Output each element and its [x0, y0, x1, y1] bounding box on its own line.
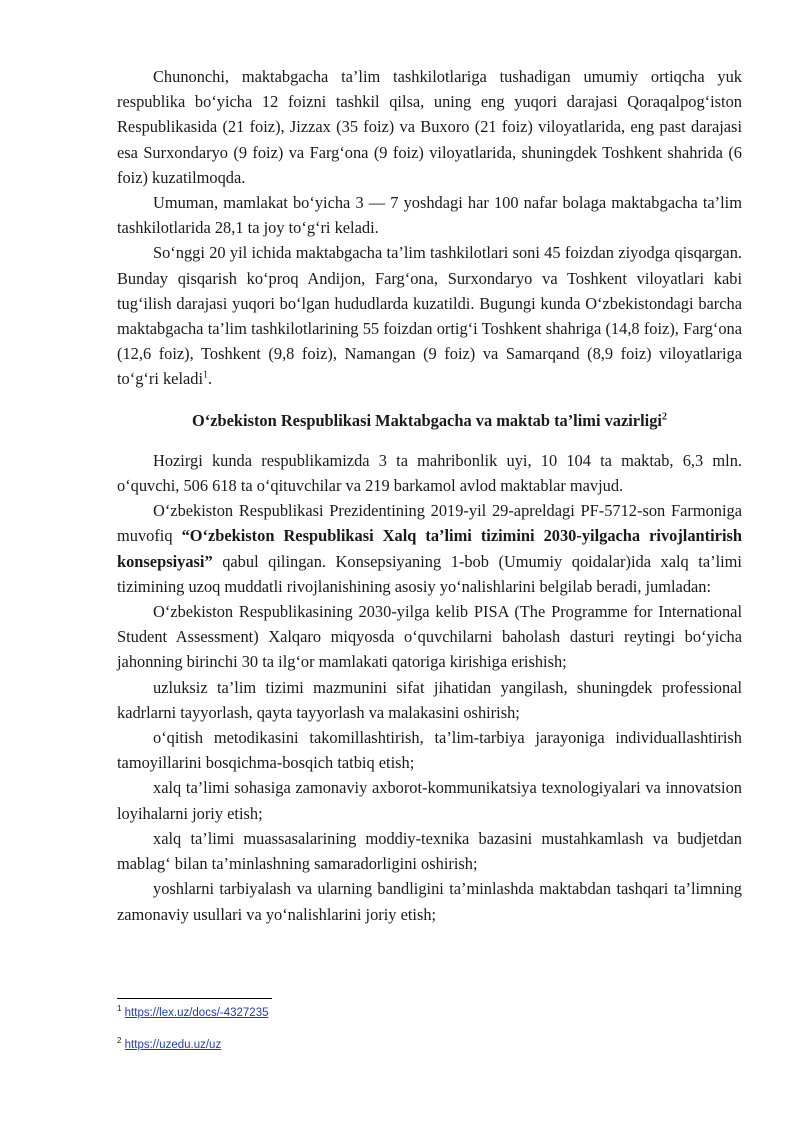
- section-heading-text: O‘zbekiston Respublikasi Maktabgacha va maktab ta’limi vazirligi: [192, 410, 662, 430]
- list-item: xalq ta’limi sohasiga zamonaviy axborot-kommunikatsiya texnologiyalari va innovatsion loyihalarni joriy etish;: [117, 778, 742, 823]
- footnote-2: [117, 1037, 742, 1053]
- footnote-ref-2[interactable]: 2: [661, 411, 667, 423]
- list-item: O‘zbekiston Respublikasining 2030-yilga kelib PISA (The Programme for International Student Assessment) Xalqaro miqyosda o‘quvchilarni baholash dasturi reytingi bo‘yicha jahonning birinchi 30 ta ilg‘or mamlakati qatoriga kirishiga erishish;: [117, 602, 742, 672]
- list-item: yoshlarni tarbiyalash va ularning bandligini ta’minlashda maktabdan tashqari ta’limning zamonaviy usullari va yo‘nalishlarini joriy etish;: [117, 879, 742, 924]
- footnote-link-1[interactable]: https://lex.uz/docs/-4327235: [124, 1007, 269, 1019]
- footnote-1: [117, 1005, 742, 1021]
- paragraph-hozirgi-kunda: Hozirgi kunda respublikamizda 3 ta mahribonlik uyi, 10 104 ta maktab, 6,3 mln. o‘quvchi, 506 618 ta o‘qituvchilar va 219 barkamol avlod maktablar mavjud.: [117, 450, 742, 496]
- paragraph-ortiqcha-yuk: Chunonchi, maktabgacha ta’lim tashkilotlariga tushadigan umumiy ortiqcha yuk respublika bo‘yicha 12 foizni tashkil qilsa, uning eng yuqori darajasi Qoraqalpog‘iston Respublikasida (21 foiz), Jizzax (35 foiz) va Buxoro (21 foiz) viloyatlarida, eng past darajasi esa Surxondaryo (9 foiz) va Farg‘ona (9 foiz) viloyatlarida, shuningdek Toshkent shahrida (6 foiz) kuzatilmoqda.: [117, 67, 742, 187]
- footnotes: [117, 998, 742, 1069]
- footnote-separator: [117, 998, 272, 999]
- list-item: uzluksiz ta’lim tizimi mazmunini sifat jihatidan yangilash, shuningdek professional kadrlarni tayyorlash, qayta tayyorlash va malakasini oshirish;: [117, 677, 742, 722]
- footnote-number-1: 1: [117, 1004, 122, 1014]
- paragraph-qisqarish-end: .: [208, 369, 213, 389]
- footnote-ref-1[interactable]: 1: [203, 369, 209, 381]
- list-item: o‘qitish metodikasini takomillashtirish, ta’lim-tarbiya jarayoniga individuallashtirish tamoyillarini bosqichma-bosqich tatbiq etish;: [117, 728, 742, 773]
- paragraph-joy-soni: Umuman, mamlakat bo‘yicha 3 — 7 yoshdagi har 100 nafar bolaga maktabgacha ta’lim tashkilotlarida 28,1 ta joy to‘g‘ri keladi.: [117, 193, 742, 238]
- list-item: xalq ta’limi muassasalarining moddiy-texnika bazasini mustahkamlash va budjetdan mablag‘ bilan ta’minlashning samaradorligini oshirish;: [117, 828, 742, 874]
- paragraph-qisqarish-text: So‘nggi 20 yil ichida maktabgacha ta’lim tashkilotlari soni 45 foizdan ziyodga qisqargan. Bunday qisqarish ko‘proq Andijon, Farg‘ona, Surxondaryo va Toshkent viloyatlari kabi tug‘ilish darajasi yuqori bo‘lgan hududlarda kuzatildi. Bugungi kunda O‘zbekistondagi barcha maktabgacha ta’lim tashkilotlarining 55 foizdan ortig‘i Toshkent shahriga (14,8 foiz), Farg‘ona (12,6 foiz), Toshkent (9,8 foiz), Namangan (9 foiz) va Samarqand (8,9 foiz) viloyatlariga to‘g‘ri keladi: [117, 243, 742, 389]
- paragraph-farmon: [117, 498, 742, 599]
- paragraph-qisqarish: [117, 240, 742, 391]
- paragraph-farmon-before: O‘zbekiston Respublikasi Prezidentining 2019-yil 29-apreldagi PF-5712-son Farmoniga muvofiq: [117, 501, 742, 546]
- section-heading: [117, 408, 742, 433]
- body-text: [117, 64, 742, 927]
- paragraph-farmon-after: qabul qilingan. Konsepsiyaning 1-bob (Umumiy qoidalar)ida xalq ta’limi tizimining uzoq muddatli rivojlanishining asosiy yo‘nalishlarini belgilab beradi, jumladan:: [117, 551, 742, 596]
- footnote-link-2[interactable]: https://uzedu.uz/uz: [124, 1039, 222, 1051]
- concept-title: “O‘zbekiston Respublikasi Xalq ta’limi tizimini 2030-yilgacha rivojlantirish konsepsiyasi”: [117, 526, 742, 571]
- footnote-number-2: 2: [117, 1036, 122, 1046]
